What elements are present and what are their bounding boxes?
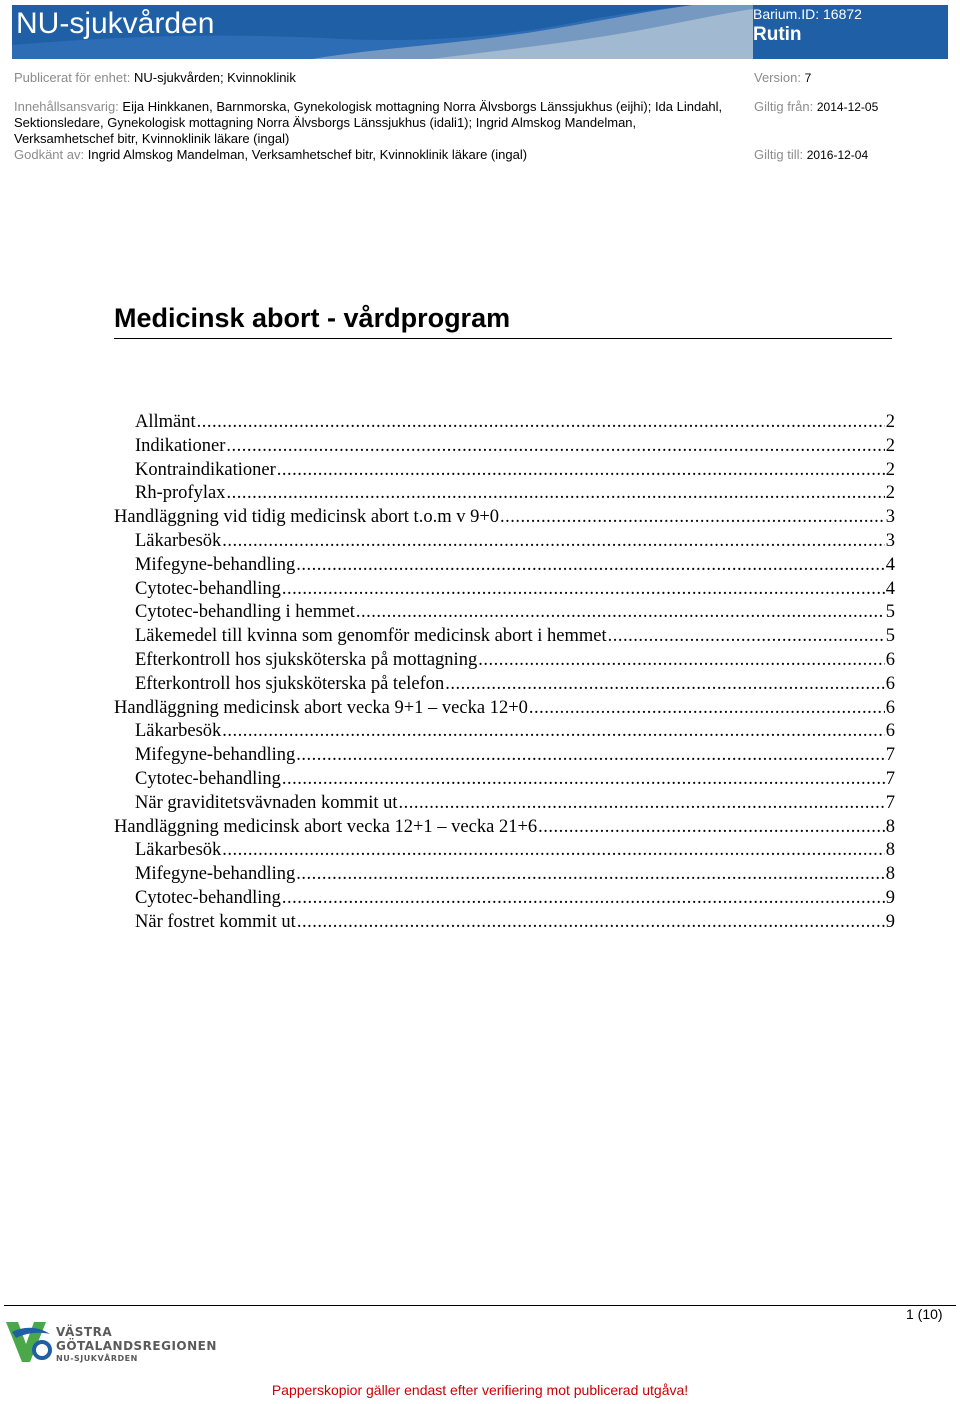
toc-entry-page: 5 xyxy=(885,626,895,647)
toc-entry[interactable] xyxy=(114,602,895,626)
toc-dot-leader xyxy=(296,745,884,766)
toc-entry-page: 2 xyxy=(885,483,895,504)
toc-entry-page: 6 xyxy=(885,697,895,718)
version-label: Version: xyxy=(754,70,801,85)
toc-dot-leader xyxy=(222,840,884,861)
vgr-logo xyxy=(4,1318,234,1368)
published-for xyxy=(14,70,296,86)
toc-entry-page: 6 xyxy=(885,721,895,742)
toc-dot-leader xyxy=(277,460,885,481)
toc-entry-title: Läkarbesök xyxy=(135,840,222,861)
approved-label: Godkänt av: xyxy=(14,147,85,162)
toc-entry[interactable] xyxy=(114,483,895,507)
toc-entry-title: Indikationer xyxy=(135,435,226,456)
barium-id: Barium.ID: 16872 xyxy=(753,6,862,22)
toc-entry-title: Allmänt xyxy=(135,412,196,432)
toc-entry-page: 2 xyxy=(885,459,895,480)
toc-entry-title: Cytotec-behandling i hemmet xyxy=(135,602,355,623)
toc-entry-page: 2 xyxy=(885,435,895,456)
toc-entry-page: 4 xyxy=(885,554,895,575)
toc-entry-page: 7 xyxy=(885,745,895,766)
toc-dot-leader xyxy=(500,507,885,528)
toc-entry[interactable] xyxy=(114,579,895,603)
toc-dot-leader xyxy=(608,626,885,647)
toc-entry[interactable] xyxy=(114,436,895,460)
owner-label: Innehållsansvarig: xyxy=(14,99,119,114)
toc-entry-title: Efterkontroll hos sjuksköterska på mottagning xyxy=(135,649,478,670)
toc-entry-title: Rh-profylax xyxy=(135,483,226,504)
document-title: Medicinsk abort - vårdprogram xyxy=(114,303,892,339)
toc-entry-page: 2 xyxy=(885,412,895,432)
toc-entry[interactable] xyxy=(114,888,895,912)
toc-dot-leader xyxy=(197,412,885,433)
toc-entry[interactable] xyxy=(114,507,895,531)
toc-dot-leader xyxy=(297,912,885,933)
toc-entry[interactable] xyxy=(114,460,895,484)
toc-entry-page: 3 xyxy=(885,507,895,528)
toc-entry[interactable] xyxy=(114,531,895,555)
toc-entry-page: 8 xyxy=(885,864,895,885)
table-of-contents xyxy=(114,412,895,936)
toc-entry-page: 6 xyxy=(885,649,895,670)
toc-dot-leader xyxy=(226,436,884,457)
approved-value: Ingrid Almskog Mandelman, Verksamhetschef bitr, Kvinnoklinik läkare (ingal) xyxy=(87,147,528,162)
toc-entry-title: När graviditetsvävnaden kommit ut xyxy=(135,792,398,813)
toc-dot-leader xyxy=(282,769,885,790)
toc-entry-title: Läkarbesök xyxy=(135,530,222,551)
toc-entry-title: Handläggning medicinsk abort vecka 9+1 – vecka 12+0 xyxy=(114,697,528,718)
toc-entry[interactable] xyxy=(114,817,895,841)
toc-entry[interactable] xyxy=(114,912,895,936)
toc-entry-title: Mifegyne-behandling xyxy=(135,745,296,766)
toc-entry-page: 8 xyxy=(885,816,895,837)
header-banner xyxy=(12,5,948,59)
approved-by xyxy=(14,147,734,163)
toc-dot-leader xyxy=(356,602,885,623)
toc-dot-leader xyxy=(445,674,884,695)
version xyxy=(754,70,811,86)
toc-entry-title: Cytotec-behandling xyxy=(135,578,281,599)
valid-to-value: 2016-12-04 xyxy=(806,148,869,162)
toc-dot-leader xyxy=(222,531,884,552)
toc-dot-leader xyxy=(478,650,885,671)
toc-entry-title: Mifegyne-behandling xyxy=(135,864,296,885)
toc-entry-page: 8 xyxy=(885,840,895,861)
toc-dot-leader xyxy=(282,888,885,909)
toc-entry-page: 3 xyxy=(885,530,895,551)
valid-to-label: Giltig till: xyxy=(754,147,804,162)
toc-dot-leader xyxy=(529,698,885,719)
toc-entry[interactable] xyxy=(114,864,895,888)
toc-entry-title: Mifegyne-behandling xyxy=(135,554,296,575)
toc-entry-title: Cytotec-behandling xyxy=(135,768,281,789)
toc-entry[interactable] xyxy=(114,769,895,793)
valid-to xyxy=(754,147,868,163)
toc-entry-page: 6 xyxy=(885,673,895,694)
toc-entry[interactable] xyxy=(114,745,895,769)
toc-entry[interactable] xyxy=(114,626,895,650)
toc-entry-page: 9 xyxy=(885,887,895,908)
toc-entry-title: Läkemedel till kvinna som genomför medicinsk abort i hemmet xyxy=(135,626,607,647)
toc-entry[interactable] xyxy=(114,555,895,579)
valid-from-value: 2014-12-05 xyxy=(816,100,879,114)
brand-title: NU-sjukvården xyxy=(16,7,215,40)
toc-entry-title: Handläggning vid tidig medicinsk abort t.o.m v 9+0 xyxy=(114,507,500,528)
toc-entry-page: 5 xyxy=(885,602,895,623)
toc-entry[interactable] xyxy=(114,793,895,817)
document-type: Rutin xyxy=(753,24,802,45)
toc-entry-title: Cytotec-behandling xyxy=(135,887,281,908)
toc-entry-title: Efterkontroll hos sjuksköterska på telefon xyxy=(135,673,445,694)
logo-text-line3: NU-SJUKVÅRDEN xyxy=(56,1354,138,1363)
toc-entry-title: Handläggning medicinsk abort vecka 12+1 – vecka 21+6 xyxy=(114,816,538,837)
toc-dot-leader xyxy=(226,483,884,504)
toc-dot-leader xyxy=(222,721,884,742)
toc-entry-page: 4 xyxy=(885,578,895,599)
paper-copy-disclaimer: Papperskopior gäller endast efter verifiering mot publicerad utgåva! xyxy=(271,1382,689,1398)
content-owner xyxy=(14,99,734,147)
toc-entry-page: 7 xyxy=(885,768,895,789)
toc-entry[interactable] xyxy=(114,412,895,436)
toc-dot-leader xyxy=(282,579,885,600)
published-value: NU-sjukvården; Kvinnoklinik xyxy=(133,70,296,85)
logo-text-line2: GÖTALANDSREGIONEN xyxy=(56,1339,217,1353)
toc-entry-title: Läkarbesök xyxy=(135,721,222,742)
toc-entry[interactable] xyxy=(114,650,895,674)
toc-entry-title: Kontraindikationer xyxy=(135,459,276,480)
toc-entry[interactable] xyxy=(114,840,895,864)
toc-entry-page: 9 xyxy=(885,911,895,932)
toc-dot-leader xyxy=(538,817,885,838)
toc-entry[interactable] xyxy=(114,698,895,722)
footer-divider xyxy=(4,1305,956,1306)
vgr-logo-mark-icon xyxy=(4,1318,54,1366)
toc-dot-leader xyxy=(399,793,885,814)
valid-from xyxy=(754,99,878,115)
toc-entry[interactable] xyxy=(114,721,895,745)
toc-dot-leader xyxy=(296,864,884,885)
valid-from-label: Giltig från: xyxy=(754,99,814,114)
logo-text-line1: VÄSTRA xyxy=(56,1325,113,1339)
toc-entry-page: 7 xyxy=(885,792,895,813)
toc-entry-title: När fostret kommit ut xyxy=(135,911,296,932)
published-label: Publicerat för enhet: xyxy=(14,70,131,85)
toc-dot-leader xyxy=(296,555,884,576)
page-number: 1 (10) xyxy=(906,1306,943,1322)
owner-value: Eija Hinkkanen, Barnmorska, Gynekologisk mottagning Norra Älvsborgs Länssjukhus (eijhi); Ida Lindahl, Sektionsledare, Gynekologisk mottagning Norra Älvsborgs Länssjukhus (idali1); Ingrid Almskog Mandelman, Verksamhetschef bitr, Kvinnoklinik läkare (ingal) xyxy=(14,99,723,146)
toc-entry[interactable] xyxy=(114,674,895,698)
version-value: 7 xyxy=(804,71,812,85)
